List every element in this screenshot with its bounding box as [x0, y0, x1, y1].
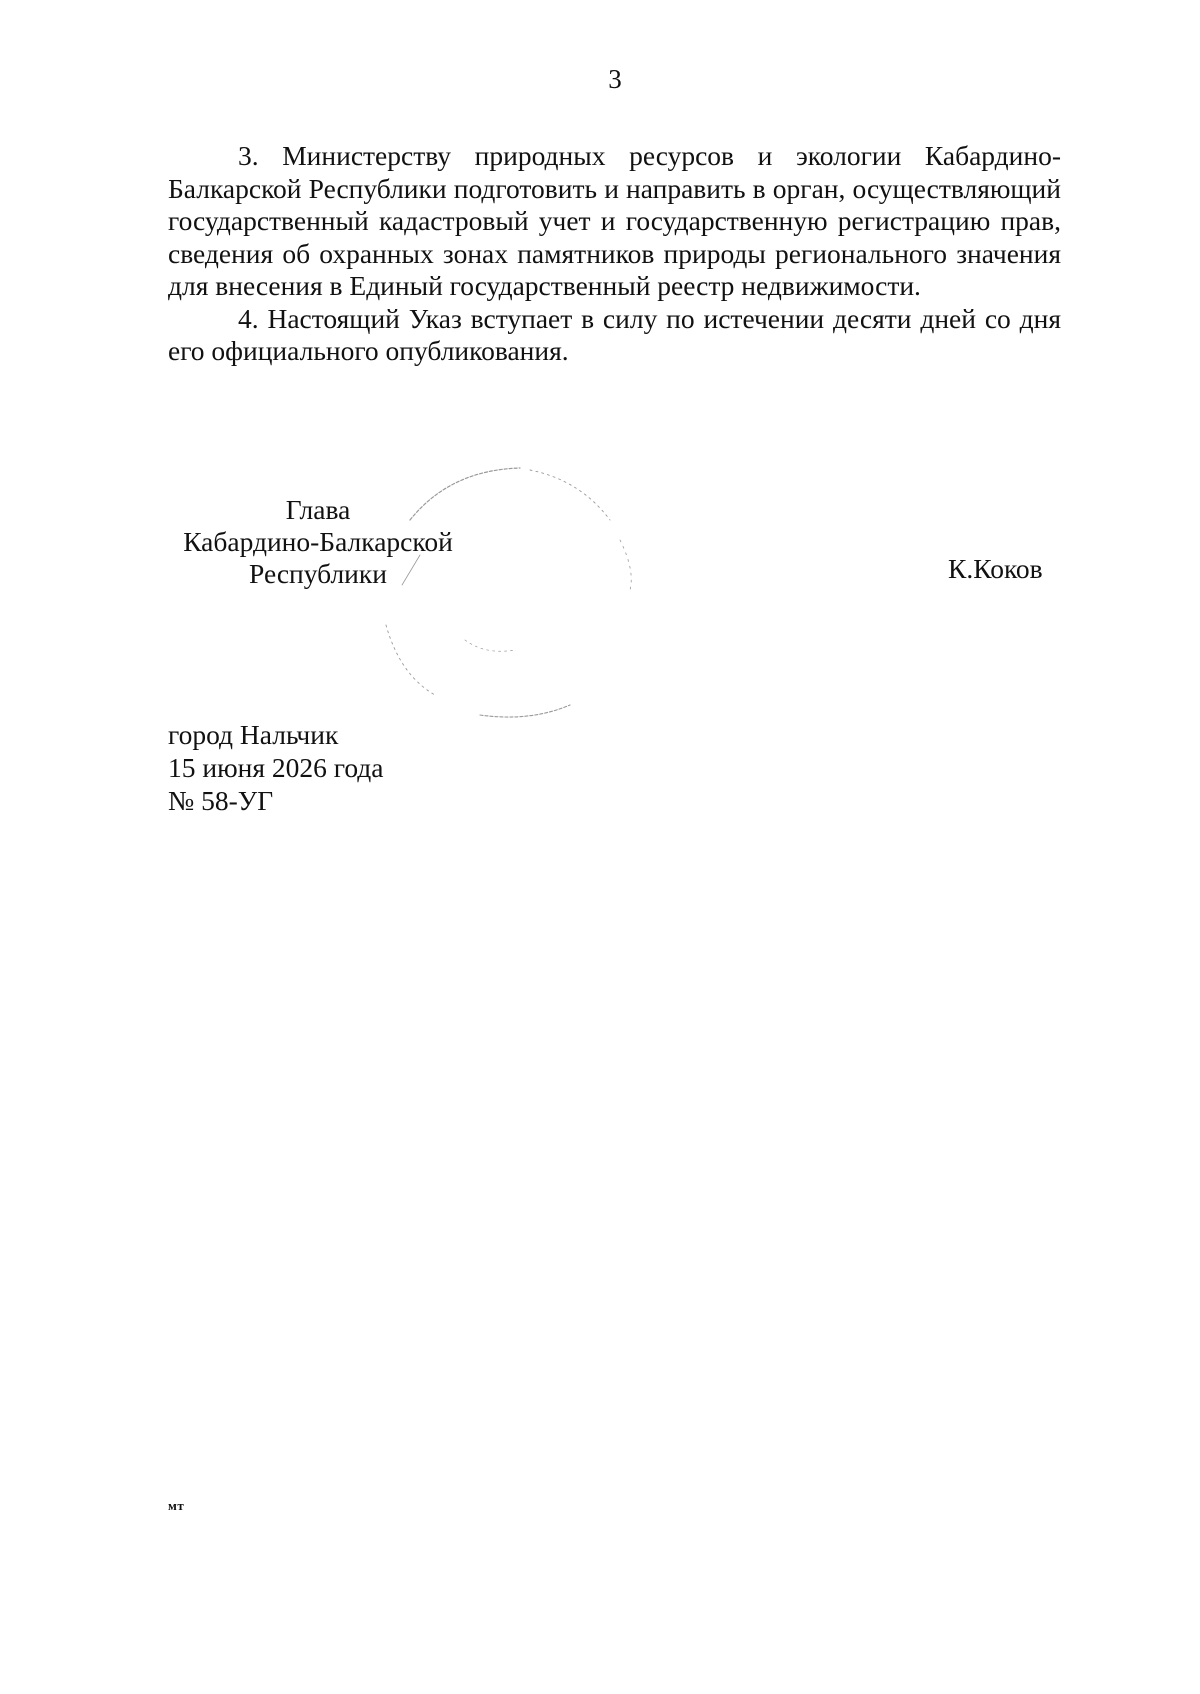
signatory-name: К.Коков	[948, 553, 1043, 584]
paragraph-4: 4. Настоящий Указ вступает в силу по истечении десяти дней со дня его официального опубликования.	[168, 302, 1061, 366]
page-number: 3	[608, 64, 622, 94]
decree-body	[168, 140, 1061, 368]
decree-number: № 58-УГ	[168, 785, 274, 816]
signatory-title-line-3: Республики	[249, 558, 387, 589]
signatory-title-line-2: Кабардино-Балкарской	[183, 526, 453, 557]
signatory-title	[168, 494, 468, 590]
place: город Нальчик	[168, 719, 339, 750]
executor-initials: мт	[168, 1498, 185, 1513]
paragraph-3: 3. Министерству природных ресурсов и экологии Кабардино-Балкарской Республики подготовить и направить в орган, осуществляющий государственный кадастровый учет и государственную регистрацию прав, сведения об охранных зонах памятников природы регионального значения для внесения в Единый государственный реестр недвижимости.	[168, 140, 1061, 301]
place-date-block	[168, 718, 384, 817]
signatory-title-line-1: Глава	[285, 494, 351, 525]
date: 15 июня 2026 года	[168, 752, 384, 783]
